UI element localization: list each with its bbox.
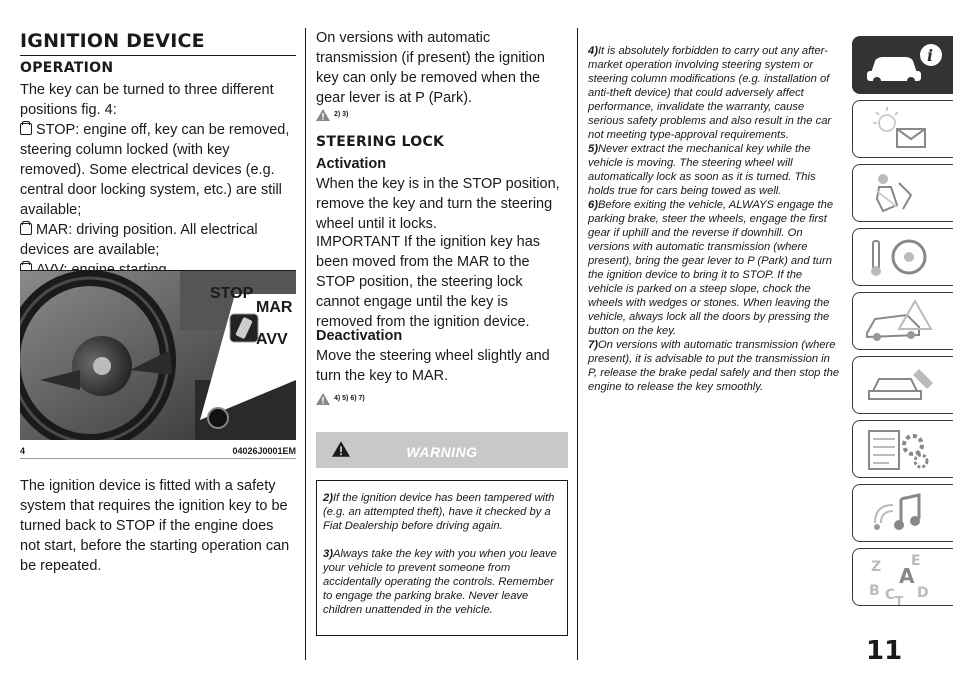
warning-triangle-icon [316,109,330,121]
activation-title: Activation [316,156,387,172]
tab-safety[interactable] [852,164,953,222]
page-number: 11 [866,636,903,666]
index-letter: B [869,583,880,599]
index-letter: A [899,564,915,588]
section-steering-lock: STEERING LOCK [316,134,445,150]
technical-data-icon [853,421,953,477]
note-text: Never extract the mechanical key while the vehicle is moving. The steering wheel will automatically lock as soon as it is turned. This holds true for cars being towed as well. [588,143,816,197]
list-item: MAR: driving position. All electrical devices are available; [20,222,258,258]
page-title: IGNITION DEVICE [20,30,296,56]
note-references: 2) 3) [334,111,349,119]
important-text: IMPORTANT If the ignition key has been moved from the MAR to the STOP position, the steering lock cannot engage until the key is removed from the ignition device. [316,234,541,330]
tab-emergency[interactable] [852,292,953,350]
note-number: 7) [588,339,598,351]
note-text: If the ignition device has been tampered with (e.g. an attempted theft), have it checked by a Fiat Dealership before driving again. [323,492,555,532]
index-letter: Z [871,559,882,575]
index-letter: E [911,553,921,569]
warning-triangle-icon [316,393,330,405]
index-letter: D [917,585,929,601]
note-number: 4) [588,45,598,57]
section-operation: OPERATION [20,60,114,76]
label-mar: MAR [256,299,293,316]
tab-multimedia[interactable] [852,484,953,542]
warning-title: WARNING [406,444,478,460]
index-letter: T [895,594,904,605]
airbag-seat-icon [853,165,953,221]
deactivation-text: Move the steering wheel slightly and turn the key to MAR. [316,348,550,384]
warning-refs-2 [316,390,365,408]
note-number: 6) [588,199,598,211]
activation-text: When the key is in the STOP position, remove the key and turn the steering wheel until it locks. [316,176,560,232]
operation-intro: The key can be turned to three different positions fig. 4: [20,82,274,118]
list-item: STOP: engine off, key can be removed, steering column locked (with key removed). Some electrical devices (e.g. central door locking system, etc.) are still available; [20,122,290,218]
key-bullet-icon [20,223,32,235]
figure-top-rule [20,270,296,271]
deactivation-title: Deactivation [316,328,403,344]
warning-lights-icon [853,101,953,157]
warning-header [316,432,568,468]
tab-starting-driving[interactable] [852,228,953,286]
auto-transmission-text: On versions with automatic transmission (if present) the ignition key can only be removed when the gear lever is at P (Park). [316,30,545,106]
figure-code: 04026J0001EM [232,446,296,456]
warning-note [323,547,563,617]
key-bullet-icon [20,123,32,135]
warning-note [588,198,840,338]
column-divider [305,28,306,660]
warning-box [316,480,568,636]
steering-wheel-illustration [20,270,296,440]
multimedia-icon [853,485,953,541]
key-steering-wheel-icon [853,229,953,285]
figure-number: 4 [20,446,26,456]
note-text: On versions with automatic transmission (where present), it is advisable to put the transmission in P, release the brake pedal safely and then stop the engine to release the key smoothly. [588,339,840,393]
emergency-car-icon [853,293,953,349]
maintenance-car-icon [853,357,953,413]
note-text: Always take the key with you when you leave your vehicle to prevent someone from accidentally operating the controls. Remember to engage the parking brake. Never leave children unattended in the vehicle. [323,548,557,616]
note-number: 5) [588,143,598,155]
tab-index[interactable] [852,548,953,606]
index-icon [853,549,953,605]
safety-system-text: The ignition device is fitted with a safety system that requires the ignition key to be turned back to STOP if the engine does not start, before the starting operation can be repeated. [20,478,290,574]
note-references: 4) 5) 6) 7) [334,395,365,403]
operation-text [20,80,296,280]
column-divider [577,28,578,660]
warning-refs-1 [316,106,348,124]
note-number: 3) [323,548,333,560]
svg-text:i: i [927,46,934,65]
warning-note [588,44,840,142]
index-letter: C [885,587,896,603]
label-avv: AVV [256,331,288,348]
note-text: It is absolutely forbidden to carry out any after-market operation involving steering system or steering column modifications (e.g. installation of anti-theft device) that could adversely affect performance, invalidate the warranty, cause serious safety problems and also result in the car not meeting type-approval requirements. [588,45,832,141]
tab-maintenance[interactable] [852,356,953,414]
warning-note [588,142,840,198]
note-number: 2) [323,492,333,504]
ignition-figure [20,270,296,440]
notes-list [588,44,840,394]
label-stop: STOP [210,285,254,302]
figure-caption-rule [20,458,296,459]
tab-warning-lights[interactable] [852,100,953,158]
warning-note [323,491,563,533]
car-info-icon [853,37,953,93]
note-text: Before exiting the vehicle, ALWAYS engage the parking brake, steer the wheels, engage the first gear if uphill and the reverse if downhill. On versions with automatic transmission (where present), bring the gear lever to P (Park) and turn the ignition device to bring it to STOP. If the vehicle is parked on a steep slope, chock the wheels with wedges or stones. When leaving the vehicle, always lock all the doors by pressing the button on the key. [588,199,834,337]
warning-note [588,338,840,394]
tab-car-info[interactable] [852,36,953,94]
tab-technical-data[interactable] [852,420,953,478]
